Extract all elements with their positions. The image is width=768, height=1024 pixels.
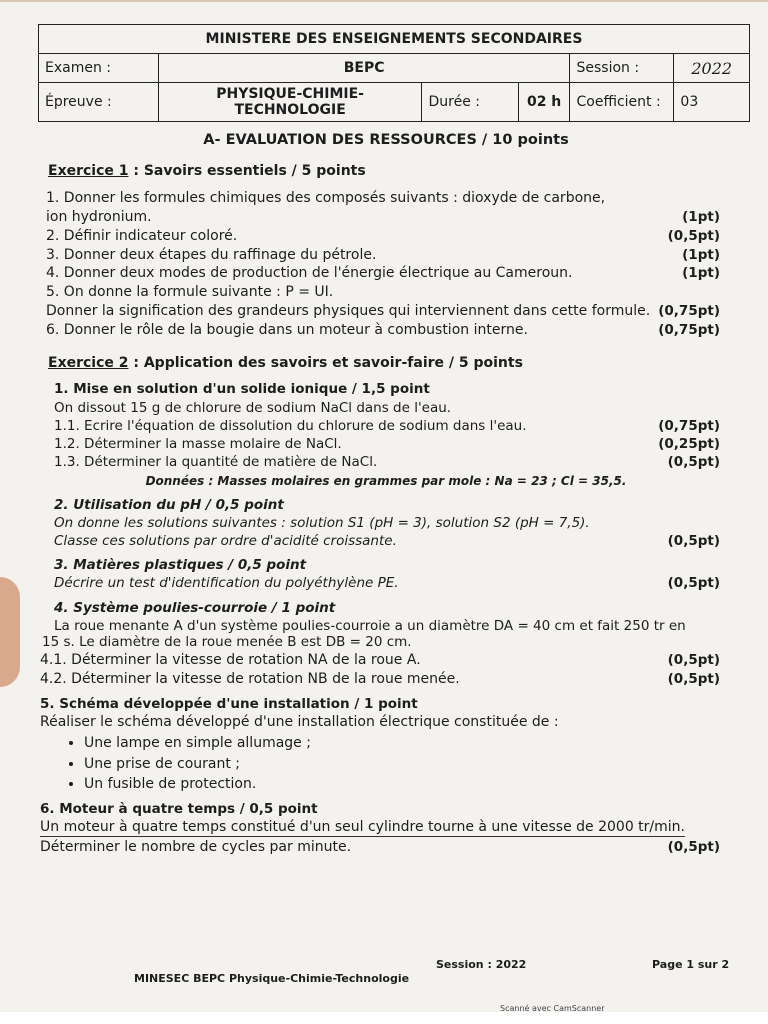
subsection-1-q3 bbox=[54, 454, 726, 470]
subsection-1-title: 1. Mise en solution d'un solide ionique / 1,5 point bbox=[54, 381, 430, 398]
thumb-shadow bbox=[0, 577, 20, 687]
footer-page-number: Page 1 sur 2 bbox=[652, 958, 730, 971]
question-3 bbox=[46, 247, 726, 264]
exercise-1-subtitle: : Savoirs essentiels / 5 points bbox=[128, 163, 366, 180]
question-4 bbox=[46, 265, 726, 282]
subsection-6-intro bbox=[40, 819, 726, 837]
exam-content bbox=[40, 128, 726, 858]
question-2-text: 2. Définir indicateur coloré. bbox=[46, 227, 238, 244]
subsection-1-q1-text: 1.1. Ecrire l'équation de dissolution du chlorure de sodium dans l'eau. bbox=[54, 417, 527, 434]
subsection-6-q-points: (0,5pt) bbox=[667, 839, 720, 856]
subsection-3-q-text: Décrire un test d'identification du polyéthylène PE. bbox=[54, 575, 399, 592]
question-2 bbox=[46, 228, 726, 245]
question-1-text: 1. Donner les formules chimiques des composés suivants : dioxyde de carbone, bbox=[46, 190, 606, 207]
coefficient-value: 03 bbox=[674, 83, 750, 122]
list-item: • Un fusible de protection. bbox=[84, 776, 726, 793]
subsection-3-q bbox=[54, 575, 726, 591]
exam-label: Examen : bbox=[39, 54, 159, 83]
exercise-2-label: Exercice 2 bbox=[48, 354, 129, 371]
subsection-6-intro-text: Un moteur à quatre temps constitué d'un seul cylindre tourne à une vitesse de 2000 tr/min. bbox=[40, 819, 685, 836]
subsection-5-intro: Réaliser le schéma développé d'une installation électrique constituée de : bbox=[40, 713, 559, 730]
subsection-1-q1 bbox=[54, 418, 726, 434]
footer-session: Session : 2022 bbox=[436, 958, 527, 971]
epreuve-label: Épreuve : bbox=[39, 83, 159, 122]
subsection-4-q1-points: (0,5pt) bbox=[667, 652, 720, 669]
question-6 bbox=[46, 322, 726, 339]
question-1-line-a bbox=[46, 190, 726, 207]
question-5-text: 5. On donne la formule suivante : P = UI. bbox=[46, 284, 334, 301]
session-value: 2022 bbox=[674, 54, 750, 83]
question-4-text: 4. Donner deux modes de production de l'énergie électrique au Cameroun. bbox=[46, 265, 573, 282]
exam-value: BEPC bbox=[158, 54, 570, 83]
subsection-4-intro-b: 15 s. Le diamètre de la roue menée B est DB = 20 cm. bbox=[42, 634, 412, 650]
subsection-2-q-points: (0,5pt) bbox=[667, 533, 720, 550]
donnees-note: Données : Masses molaires en grammes par mole : Na = 23 ; Cl = 35,5. bbox=[145, 474, 627, 489]
subsection-6-q bbox=[40, 839, 726, 856]
subsection-1-q3-text: 1.3. Déterminer la quantité de matière de NaCl. bbox=[54, 454, 378, 471]
subsection-4-q2-text: 4.2. Déterminer la vitesse de rotation NB de la roue menée. bbox=[40, 670, 460, 687]
subsection-2-title: 2. Utilisation du pH / 0,5 point bbox=[54, 496, 284, 513]
installation-list bbox=[60, 735, 726, 793]
duree-label: Durée : bbox=[422, 83, 518, 122]
question-3-text: 3. Donner deux étapes du raffinage du pétrole. bbox=[46, 246, 377, 263]
subsection-1-q3-points: (0,5pt) bbox=[667, 454, 720, 471]
question-1-text-cont: ion hydronium. bbox=[46, 208, 152, 225]
exercise-2-subtitle: : Application des savoirs et savoir-faire / 5 points bbox=[128, 354, 523, 371]
subsection-2-q-text: Classe ces solutions par ordre d'acidité croissante. bbox=[54, 533, 397, 550]
exercise-1-label: Exercice 1 bbox=[48, 163, 129, 180]
question-5-line-b bbox=[46, 303, 726, 320]
session-label: Session : bbox=[570, 54, 674, 83]
list-item: • Une lampe en simple allumage ; bbox=[84, 735, 726, 752]
page-footer bbox=[0, 954, 768, 984]
epreuve-value: PHYSIQUE-CHIMIE-TECHNOLOGIE bbox=[158, 83, 422, 122]
subsection-4-q2 bbox=[40, 671, 726, 688]
subsection-4-q1-text: 4.1. Déterminer la vitesse de rotation NA de la roue A. bbox=[40, 652, 421, 669]
list-item: • Une prise de courant ; bbox=[84, 756, 726, 773]
question-4-points: (1pt) bbox=[682, 265, 720, 282]
subsection-1-q1-points: (0,75pt) bbox=[658, 417, 720, 434]
subsection-4-q2-points: (0,5pt) bbox=[667, 670, 720, 687]
subsection-1-q2-points: (0,25pt) bbox=[658, 435, 720, 452]
question-1-points: (1pt) bbox=[682, 208, 720, 225]
question-6-points: (0,75pt) bbox=[658, 321, 720, 338]
subsection-3-title: 3. Matières plastiques / 0,5 point bbox=[54, 557, 307, 574]
subsection-2-q bbox=[54, 533, 726, 549]
question-5-line-a bbox=[46, 284, 726, 301]
subsection-3-q-points: (0,5pt) bbox=[667, 575, 720, 592]
subsection-5-title: 5. Schéma développée d'une installation / 1 point bbox=[40, 695, 418, 712]
subsection-6-q-text: Déterminer le nombre de cycles par minute. bbox=[40, 839, 352, 856]
subsection-6-title: 6. Moteur à quatre temps / 0,5 point bbox=[40, 801, 318, 818]
question-6-text: 6. Donner le rôle de la bougie dans un moteur à combustion interne. bbox=[46, 321, 528, 338]
subsection-1-q2-text: 1.2. Déterminer la masse molaire de NaCl. bbox=[54, 435, 342, 452]
subsection-4-intro-a: La roue menante A d'un système poulies-courroie a un diamètre DA = 40 cm et fait 250 tr en bbox=[54, 617, 686, 634]
subsection-4-q1 bbox=[40, 652, 726, 669]
question-3-points: (1pt) bbox=[682, 246, 720, 263]
coefficient-label: Coefficient : bbox=[570, 83, 674, 122]
exam-header-table bbox=[38, 24, 750, 122]
scanner-watermark: Scanné avec CamScanner bbox=[500, 1004, 605, 1013]
subsection-1-q2 bbox=[54, 436, 726, 452]
subsection-4-title: 4. Système poulies-courroie / 1 point bbox=[54, 599, 336, 616]
question-5-text-cont: Donner la signification des grandeurs physiques qui interviennent dans cette formule. bbox=[46, 302, 651, 319]
section-title: A- EVALUATION DES RESSOURCES / 10 points bbox=[203, 132, 569, 148]
ministry-title: MINISTERE DES ENSEIGNEMENTS SECONDAIRES bbox=[39, 25, 750, 54]
exercise-1-title bbox=[48, 163, 726, 180]
subsection-2-intro: On donne les solutions suivantes : solution S1 (pH = 3), solution S2 (pH = 7,5). bbox=[54, 514, 590, 531]
question-1-line-b bbox=[46, 209, 726, 226]
question-5-points: (0,75pt) bbox=[658, 302, 720, 319]
subsection-1-intro: On dissout 15 g de chlorure de sodium NaCl dans de l'eau. bbox=[54, 399, 452, 416]
footer-title: MINESEC BEPC Physique-Chimie-Technologie bbox=[134, 972, 410, 985]
exercise-2-title bbox=[48, 355, 726, 372]
duree-value: 02 h bbox=[518, 83, 570, 122]
question-2-points: (0,5pt) bbox=[667, 227, 720, 244]
